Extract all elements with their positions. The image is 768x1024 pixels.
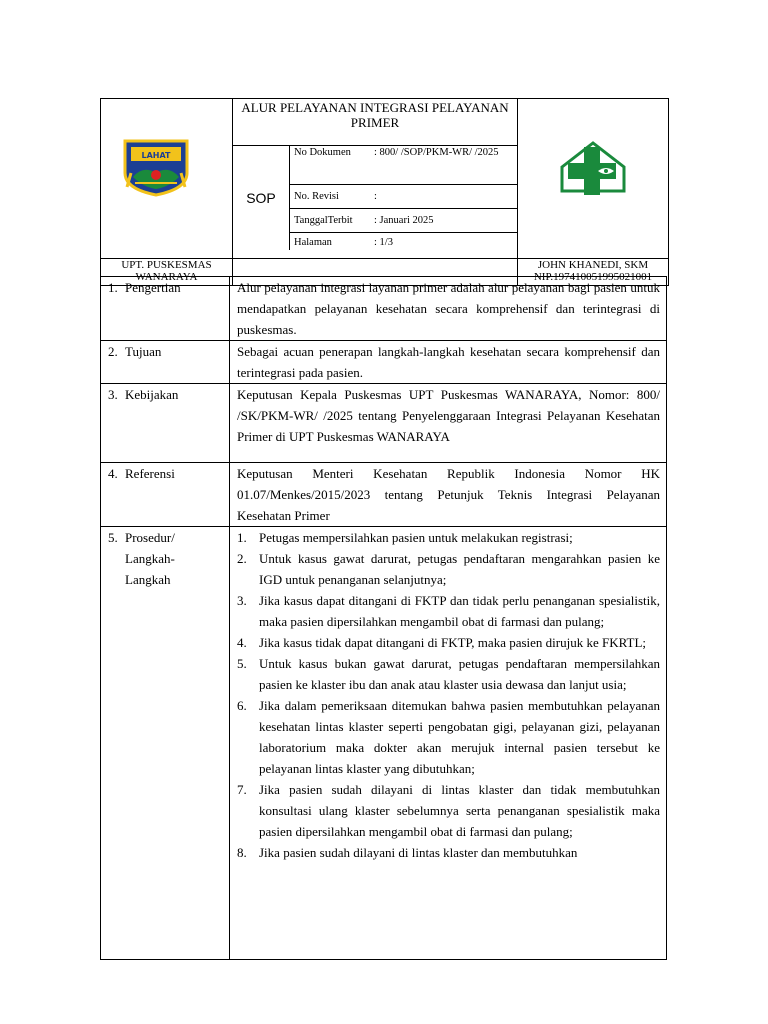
halaman-row [290, 233, 517, 252]
sop-label: SOP [233, 146, 290, 250]
step-text: Jika pasien sudah dilayani di lintas klaster dan tidak membutuhkan konsultasi ulang klaster sebelumnya serta penanganan spesialistik maka pasien dipersilahkan mengambil obat di farmasi dan pulang; [259, 782, 660, 839]
svg-text:LAHAT: LAHAT [141, 151, 171, 160]
step-number: 6. [237, 698, 247, 713]
sop-header-table [100, 98, 669, 286]
prosedur-steps-list [237, 527, 660, 863]
signatory-nip: NIP.197410051995021001 [533, 271, 653, 283]
step-number: 7. [237, 782, 247, 797]
lahat-regency-emblem-icon [101, 99, 232, 253]
prosedur-row [101, 527, 667, 960]
left-logo-cell [101, 99, 233, 259]
list-item [237, 527, 660, 548]
step-number: 8. [237, 845, 247, 860]
section-number: 1. [108, 280, 118, 295]
section-row [101, 341, 667, 384]
section-text: Keputusan Kepala Puskesmas UPT Puskesmas WANARAYA, Nomor: 800/ /SK/PKM-WR/ /2025 tentang Penyelenggaraan Integrasi Pelayanan Kesehatan Primer di UPT Puskesmas WANARAYA [230, 384, 667, 463]
right-logo-cell [518, 99, 669, 259]
document-title: ALUR PELAYANAN INTEGRASI PELAYANAN PRIMER [241, 100, 509, 130]
section-title: Referensi [125, 466, 175, 481]
section-label [101, 341, 230, 384]
list-item [237, 842, 660, 863]
prosedur-steps-cell [230, 527, 667, 960]
document-title-cell [233, 99, 518, 146]
no-revisi-value: : [374, 191, 377, 202]
section-row [101, 384, 667, 463]
no-dokumen-row [290, 146, 517, 185]
step-text: Untuk kasus gawat darurat, petugas pendaftaran mengarahkan pasien ke IGD untuk penanganan selanjutnya; [259, 551, 660, 587]
step-number: 2. [237, 551, 247, 566]
no-revisi-label: No. Revisi [294, 191, 339, 202]
halaman-label: Halaman [294, 237, 332, 248]
section-row [101, 277, 667, 341]
no-dokumen-label: No Dokumen [294, 147, 351, 158]
list-item [237, 653, 660, 695]
section-title: Prosedur/ [125, 530, 175, 545]
section-title: Pengertian [125, 280, 181, 295]
signatory-name: JOHN KHANEDI, SKM [537, 259, 649, 271]
list-item [237, 632, 660, 653]
list-item [237, 548, 660, 590]
section-number: 5. [108, 530, 118, 545]
prosedur-label [101, 527, 230, 960]
tanggal-terbit-value: : Januari 2025 [374, 215, 434, 226]
organization-name: UPT. PUSKESMAS WANARAYA [101, 259, 233, 286]
list-item [237, 779, 660, 842]
tanggal-terbit-label: TanggalTerbit [294, 215, 353, 226]
step-number: 3. [237, 593, 247, 608]
list-item [237, 695, 660, 779]
section-label [101, 384, 230, 463]
step-text: Jika pasien sudah dilayani di lintas klaster dan membutuhkan [259, 845, 578, 860]
section-text: Sebagai acuan penerapan langkah-langkah kesehatan secara komprehensif dan terintegrasi pada pasien. [230, 341, 667, 384]
section-row [101, 463, 667, 527]
section-text: Alur pelayanan integrasi layanan primer adalah alur pelayanan bagi pasien untuk mendapatkan pelayanan kesehatan secara komprehensif dan terintegrasi di puskesmas. [230, 277, 667, 341]
section-label [101, 277, 230, 341]
section-number: 3. [108, 387, 118, 402]
step-text: Untuk kasus bukan gawat darurat, petugas pendaftaran mempersilahkan pasien ke klaster ibu dan anak atau klaster usia dewasa dan lanjut usia; [259, 656, 660, 692]
list-item [237, 590, 660, 632]
no-dokumen-value: : 800/ /SOP/PKM-WR/ /2025 [374, 147, 499, 158]
step-number: 1. [237, 530, 247, 545]
puskesmas-logo-icon [518, 99, 668, 253]
step-text: Jika kasus tidak dapat ditangani di FKTP, maka pasien dirujuk ke FKRTL; [259, 635, 646, 650]
tanggal-terbit-row [290, 209, 517, 233]
step-number: 4. [237, 635, 247, 650]
section-title-line2: Langkah- [125, 551, 175, 566]
no-revisi-row [290, 185, 517, 209]
step-text: Jika dalam pemeriksaan ditemukan bahwa pasien membutuhkan pelayanan kesehatan lintas klaster seperti pengobatan gigi, pelayanan gizi, pelayanan laboratorium maka dokter akan merujuk internal pasien tersebut ke pelayanan lintas klaster yang dibutuhkan; [259, 698, 660, 776]
sop-content-table [100, 276, 667, 960]
step-text: Petugas mempersilahkan pasien untuk melakukan registrasi; [259, 530, 573, 545]
step-text: Jika kasus dapat ditangani di FKTP dan tidak perlu penanganan spesialistik, maka pasien dipersilahkan mengambil obat di farmasi dan pulang; [259, 593, 660, 629]
section-label [101, 463, 230, 527]
section-number: 2. [108, 344, 118, 359]
section-title: Tujuan [125, 344, 162, 359]
step-number: 5. [237, 656, 247, 671]
section-title-line3: Langkah [125, 572, 171, 587]
section-number: 4. [108, 466, 118, 481]
section-title: Kebijakan [125, 387, 179, 402]
section-text: Keputusan Menteri Kesehatan Republik Indonesia Nomor HK 01.07/Menkes/2015/2023 tentang Petunjuk Teknis Integrasi Pelayanan Kesehatan Primer [230, 463, 667, 527]
sop-info-cell [233, 146, 518, 259]
halaman-value: : 1/3 [374, 237, 393, 248]
